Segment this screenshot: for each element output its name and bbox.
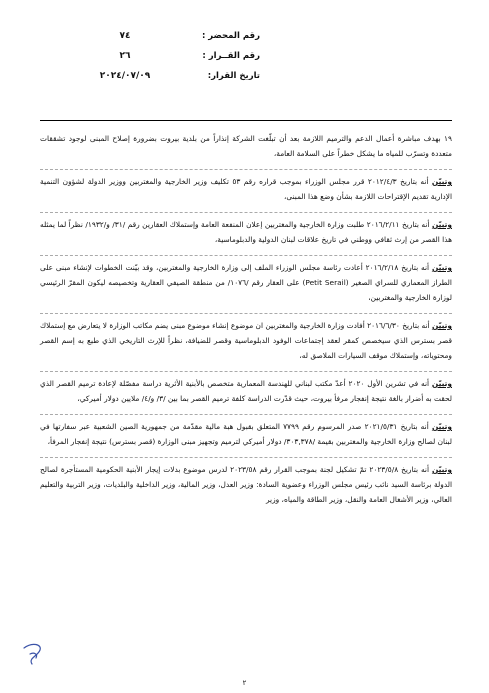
paragraph	[40, 314, 452, 372]
paragraph-text: ١٩ بهدف مباشرة أعمال الدعم والترميم اللازمة بعد أن تبلّغت الشركة إنذاراً من بلدية بيروت بضرورة إصلاح المبنى لوجود تشققات متعددة وتسرّب للمياه ما يشكل خطراً على السلامة العامة،	[40, 134, 452, 158]
paragraph-lead: وتبيّن	[431, 220, 452, 229]
decision-date-row	[30, 67, 260, 85]
paragraph-text: أنه بتاريخ ٢٠١٦/٦/٣٠ أفادت وزارة الخارجية والمغتربين ان موضوع إنشاء موضوع مبنى يضم مكاتب الوزارة لا يتعارض مع إستملاك قصر بسترس الذي سيخصص كمقر لعقد إجتماعات الوفود الدبلوماسية وقصر للضيافة، نظراً للإرث التاريخي الذي طبع به إسم القصر ومحتوياته، وإستملاك موقف السيارات الملاصق له،	[40, 321, 452, 360]
paragraph	[40, 372, 452, 415]
minutes-number-label: رقم المحضر :	[201, 31, 260, 41]
paragraph-text: أنه بتاريخ ٢٠١٢/٤/٣ قرر مجلس الوزراء بموجب قراره رقم ٥٣ تكليف وزير الخارجية والمغتربين ووزير الدولة لشؤون التنمية الإدارية تقديم الإقتراحات اللازمة بشأن وضع هذا المبنى،	[40, 177, 452, 201]
document-body	[40, 127, 452, 515]
paragraph	[40, 458, 452, 515]
paragraph-text: أنه بتاريخ ٢٠١٦/٢/١٨ أعادت رئاسة مجلس الوزراء الملف إلى وزارة الخارجية والمغتربين، وقد بيّنت الخطوات لإنشاء مبنى على الطراز المعماري للسراي الصغير (Petit Serail) على العقار رقم /١٠٧٦/ من منطقة الصيفي العقارية وتخصيصه ليكون المقرّ الرئيسي لوزارة الخارجية والمغتربين،	[40, 263, 452, 302]
paragraph-text: أنه بتاريخ ٢٠٢٣/٥/٨ تمّ تشكيل لجنة بموجب القرار رقم ٢٠٢٣/٥٨ لدرس موضوع بدلات إيجار الأبنية الحكومية المستأجرة لصالح الدولة برئاسة السيد نائب رئيس مجلس الوزراء وعضوية السادة: وزير العدل، وزير المالية، وزير الداخلية والبلديات، وزير التربية والتعليم العالي، وزير الأشغال العامة والنقل، وزير الطاقة والمياه، وزير	[40, 465, 452, 504]
decision-number-value: ٢٦	[119, 51, 131, 61]
paragraph-lead: وتبيّن	[431, 263, 452, 272]
minutes-number-value: ٧٤	[119, 31, 131, 41]
paragraph-lead: وتبيّن	[431, 379, 452, 388]
paragraph	[40, 256, 452, 314]
paragraph-lead: وتبيّن	[431, 321, 452, 330]
paragraph	[40, 213, 452, 256]
decision-date-value: ٢٠٢٤/٠٧/٠٩	[99, 71, 151, 81]
header-divider	[40, 120, 452, 121]
decision-number-label: رقم القــرار :	[202, 51, 260, 61]
paragraph	[40, 170, 452, 213]
decision-date-label: تاريخ القرار:	[207, 71, 260, 81]
decision-number-row	[30, 47, 260, 65]
paragraph-lead: وتبيّن	[431, 465, 453, 474]
paragraph	[40, 415, 452, 458]
signature-mark	[20, 640, 48, 668]
minutes-number-row	[30, 27, 260, 45]
paragraph-text: أنه في تشرين الأول ٢٠٢٠ أعدّ مكتب لبناني للهندسة المعمارية متخصص بالأبنية الأثرية دراسة مفصّلة لإعادة ترميم القصر الذي لحقت به أضرار بالغة نتيجة إنفجار مرفأ بيروت، حيث قدّرت الدراسة كلفة ترميم القصر بما بين /٣/ و/٤/ ملايين دولار أميركي،	[40, 379, 452, 403]
page-number: ٢	[242, 679, 247, 687]
paragraph	[40, 127, 452, 170]
paragraph-text: أنه بتاريخ ٢٠١٦/٢/١١ طلبت وزارة الخارجية والمغتربين إعلان المنفعة العامة وإستملاك العقارين رقم /٣١/ و/١٩٣٢/ نظراً لما يمثله هذا القصر من إرث ثقافي ووطني في تاريخ علاقات لبنان الدولية والدبلوماسية،	[40, 220, 452, 244]
paragraph-lead: وتبيّن	[431, 422, 452, 431]
paragraph-lead: وتبيّن	[431, 177, 452, 186]
decision-header	[30, 27, 260, 87]
paragraph-text: أنه بتاريخ ٢٠٢١/٥/٣١ صدر المرسوم رقم ٧٧٩٩ المتعلق بقبول هبة مالية مقدّمة من جمهورية الصين الشعبية عبر سفارتها في لبنان لصالح وزارة الخارجية والمغتربين بقيمة /٣٠٣,٣٧٨/ دولار أميركي لترميم وتجهيز مبنى الوزارة (قصر بسترس) نتيجة إنفجار المرفأ،	[40, 422, 452, 446]
